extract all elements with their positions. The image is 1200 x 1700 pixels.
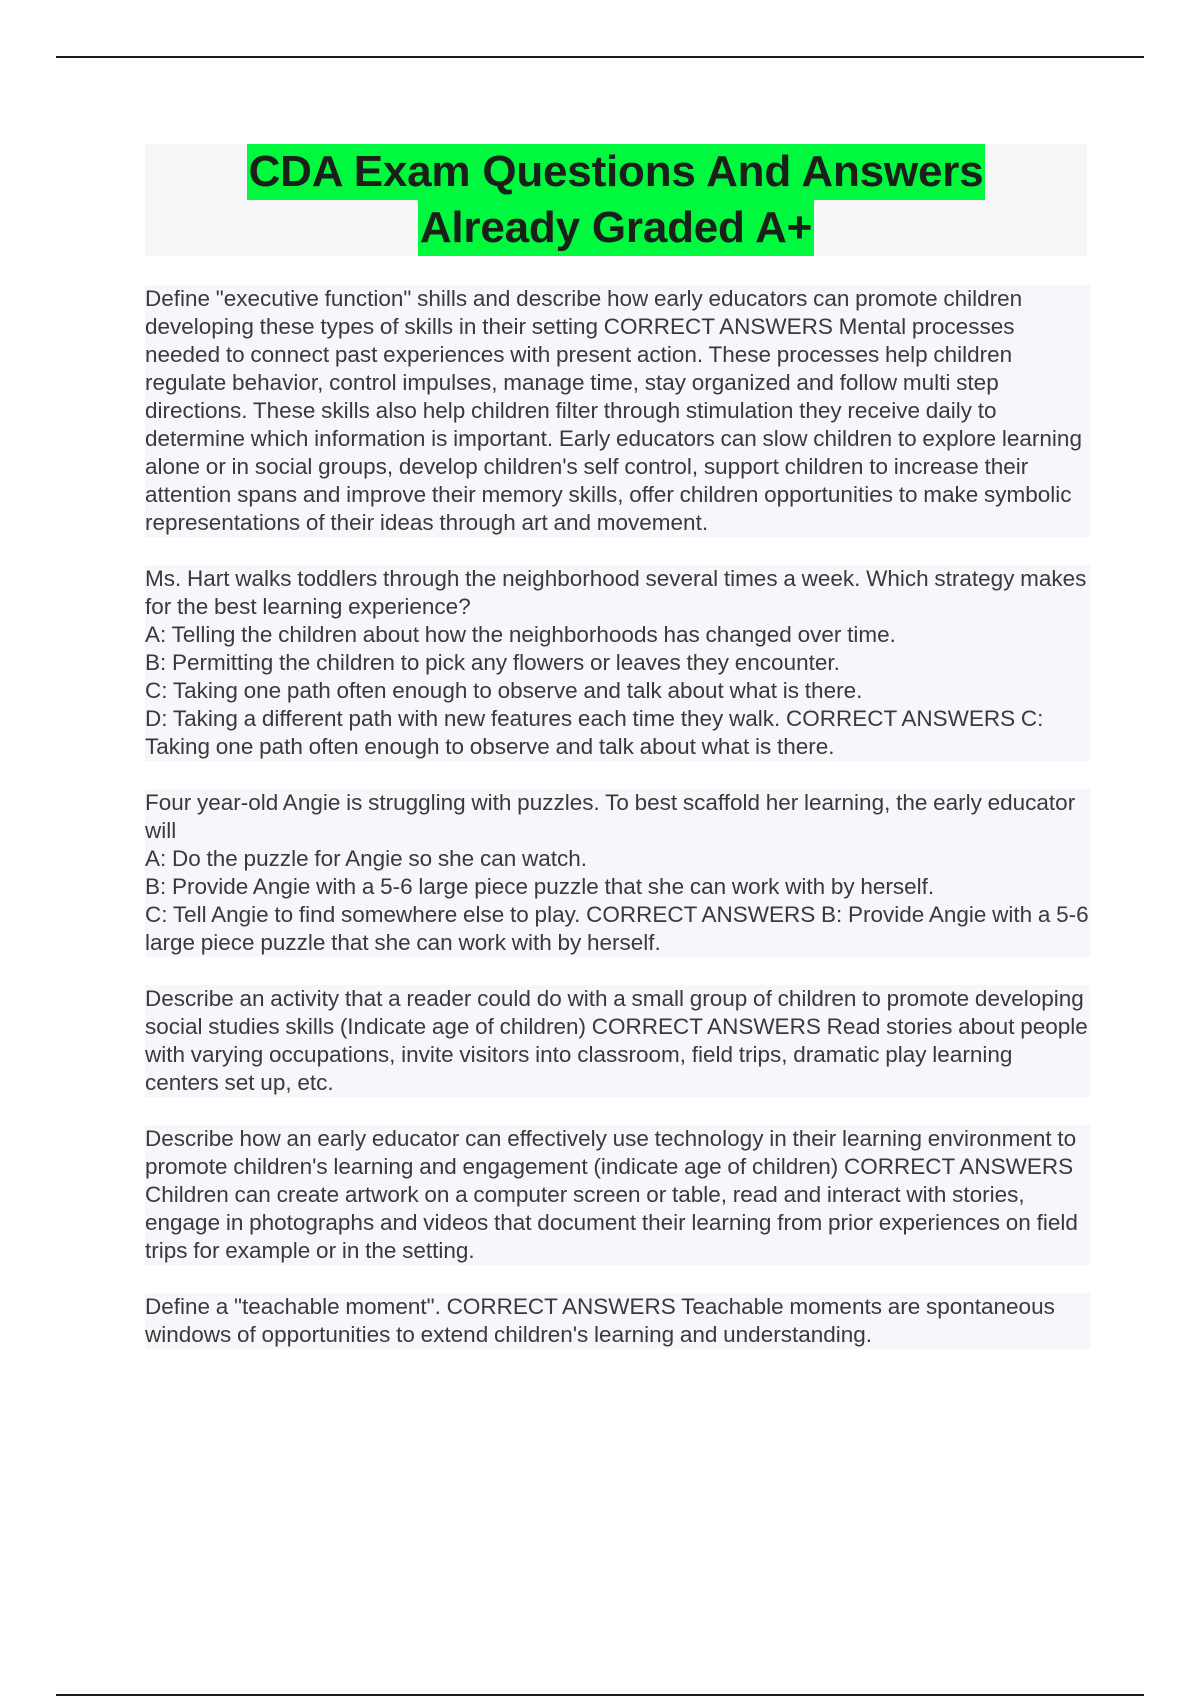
title-line-2: Already Graded A+ [418, 200, 814, 256]
qa-paragraph-social-studies: Describe an activity that a reader could do with a small group of children to promote developing social studies skills (Indicate age of children) CORRECT ANSWERS Read stories about people with varying occupations, invite visitors into classroom, field trips, dramatic play learning centers set up, etc. [145, 985, 1090, 1097]
document-title [145, 144, 1087, 256]
qa-paragraph-technology: Describe how an early educator can effectively use technology in their learning environment to promote children's learning and engagement (indicate age of children) CORRECT ANSWERS Children can create artwork on a computer screen or table, read and interact with stories, engage in photographs and videos that document their learning from prior experiences on field trips for example or in the setting. [145, 1125, 1090, 1265]
qa-paragraph-neighborhood-walk: Ms. Hart walks toddlers through the neighborhood several times a week. Which strategy makes for the best learning experience? A: Telling the children about how the neighborhoods has changed over time. B: Permitting the children to pick any flowers or leaves they encounter. C: Taking one path often enough to observe and talk about what is there. D: Taking a different path with new features each time they walk. CORRECT ANSWERS C: Taking one path often enough to observe and talk about what is there. [145, 565, 1090, 761]
qa-paragraph-puzzle-scaffold: Four year-old Angie is struggling with puzzles. To best scaffold her learning, the early educator will A: Do the puzzle for Angie so she can watch. B: Provide Angie with a 5-6 large piece puzzle that she can work with by herself. C: Tell Angie to find somewhere else to play. CORRECT ANSWERS B: Provide Angie with a 5-6 large piece puzzle that she can work with by herself. [145, 790, 1089, 955]
qa-paragraph-executive-function: Define "executive function" shills and describe how early educators can promote children developing these types of skills in their setting CORRECT ANSWERS Mental processes needed to connect past experiences with present action. These processes help children regulate behavior, control impulses, manage time, stay organized and follow multi step directions. These skills also help children filter through stimulation they receive daily to determine which information is important. Early educators can slow children to explore learning alone or in social groups, develop children's self control, support children to increase their attention spans and improve their memory skills, offer children opportunities to make symbolic representations of their ideas through art and movement. [145, 285, 1090, 537]
title-line-1: CDA Exam Questions And Answers [247, 144, 986, 200]
qa-paragraph-teachable-moment: Define a "teachable moment". CORRECT ANSWERS Teachable moments are spontaneous windows of opportunities to extend children's learning and understanding. [145, 1293, 1090, 1349]
bottom-rule [56, 1694, 1144, 1696]
top-rule [56, 56, 1144, 58]
document-body [145, 285, 1090, 1377]
